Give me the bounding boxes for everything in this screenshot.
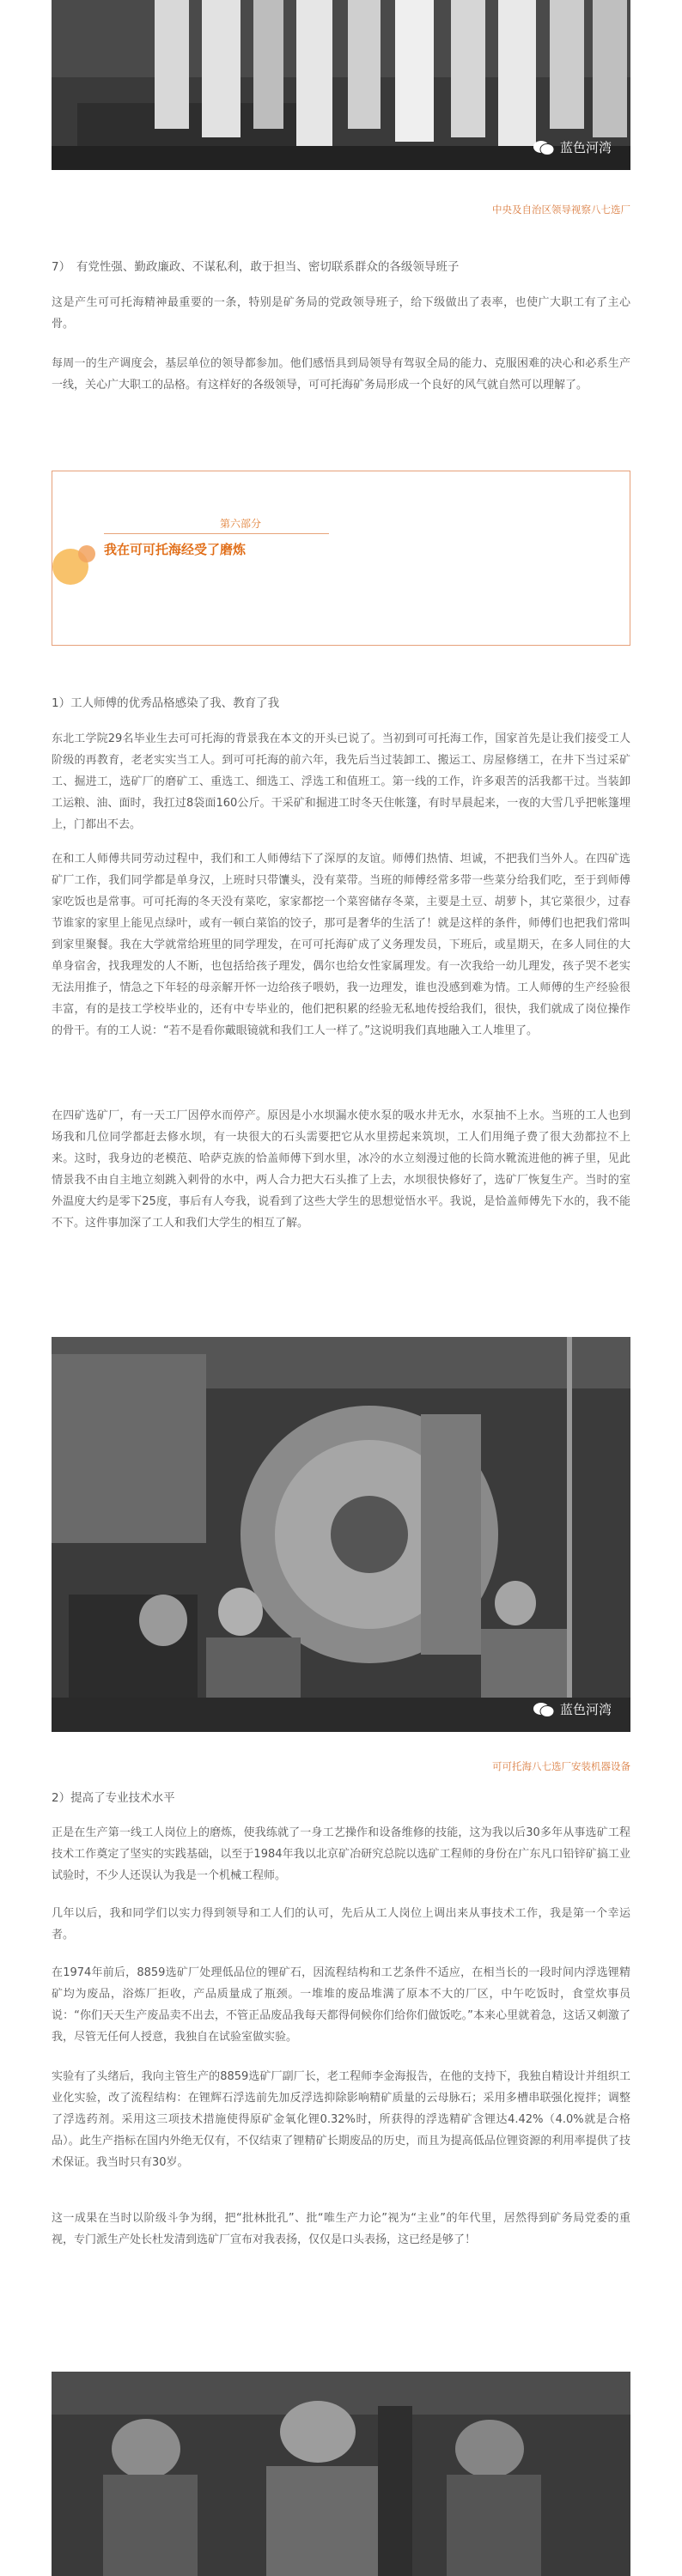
s1-heading: 1）工人师傅的优秀品格感染了我、教育了我 <box>52 696 280 710</box>
decorative-circle <box>78 545 95 562</box>
s1-paragraph: 在和工人师傅共同劳动过程中，我们和工人师傅结下了深厚的友谊。师傅们热情、坦诚，不把我们当外人。在四矿选矿厂工作，我们同学都是单身汉，上班时只带馕头，没有菜带。当班的师傅经常多带一些菜分给我们吃，至于到师傅家吃饭也是常事。可可托海的冬天没有菜吃，家家都挖一个菜窖储存冬菜，主要是土豆、胡萝卜，其它菜很少，过春节谁家的家里上能见点绿叶，或有一顿白菜馅的饺子，那可是奢华的生活了！就是这样的条件，师傅们也把我们常叫到家里聚餐。我在大学就常给班里的同学理发，在可可托海矿成了义务理发员，下班后，或星期天，在多人同住的大单身宿舍，找我理发的人不断，也包括给孩子理发，偶尔也给女性家属理发。有一次我给一幼儿理发，孩子哭不老实无法用推子，情急之下年轻的母亲解开怀一边给孩子喂奶，我一边理发，谁也没感到难为情。工人师傅的生产经验很丰富，有的是技工学校毕业的，还有中专毕业的，他们把积累的经验无私地传授给我们，很快，我们就成了岗位操作的骨干。有的工人说：“若不是看你戴眼镜就和我们工人一样了。”这说明我们真地融入工人堆里了。 <box>52 853 630 1037</box>
s2-heading: 2）提高了专业技术水平 <box>52 1791 175 1805</box>
item7-paragraph: 每周一的生产调度会，基层单位的领导都参加。他们感悟具到局领导有驾驭全局的能力、克服困难的决心和必系生产一线，关心广大职工的品格。有这样好的各级领导，可可托海矿务局形成一个良好的风气就自然可以理解了。 <box>52 357 630 392</box>
photo-installation-image <box>52 1337 630 1732</box>
item7-paragraph: 这是产生可可托海精神最重要的一条，特别是矿务局的党政领导班子，给下级做出了表率，也使广大职工有了主心骨。 <box>52 296 630 331</box>
s2-paragraph: 正是在生产第一线工人岗位上的磨炼，使我练就了一身工艺操作和设备维修的技能，这为我以后30多年从事选矿工程技术工作奠定了坚实的实践基础，以至于1984年我以北京矿冶研究总院以选矿工程师的身份在广东凡口铅锌矿搞工业试验时，不少人还误认为我是一个机械工程师。 <box>52 1826 630 1882</box>
watermark-text: 蓝色河湾 <box>559 1702 612 1717</box>
wechat-icon <box>533 139 555 156</box>
watermark-text: 蓝色河湾 <box>559 140 612 155</box>
item7-heading: 7） 有党性强、勤政廉政、不谋私利，敢于担当、密切联系群众的各级领导班子 <box>52 260 460 274</box>
wechat-icon <box>533 1701 555 1718</box>
photo-workers <box>52 2372 630 2576</box>
watermark <box>533 1700 612 1718</box>
s2-paragraph: 这一成果在当时以阶级斗争为纲，把“批林批孔”、批“唯生产力论”视为“主业”的年代里，居然得到矿务局党委的重视，专门派生产处长杜发清到选矿厂宣布对我表扬，仅仅是口头表扬，这已经是够了！ <box>52 2212 630 2246</box>
photo-inspection <box>52 0 630 170</box>
watermark <box>533 138 612 156</box>
photo-caption: 中央及自治区领导视察八七选厂 <box>492 204 630 216</box>
s2-paragraph: 在1974年前后，8859选矿厂处理低品位的锂矿石，因流程结构和工艺条件不适应，在相当长的一段时间内浮选锂精矿均为废品，浴炼厂拒收，产品质量成了瓶颈。一堆堆的废品堆满了原本不大的厂区，中午吃饭时，食堂炊事员说：“你们天天生产废品卖不出去，不管正品废品我每天都得伺候你们给你们做饭吃。”本来心里就着急，这话又刺激了我，尽管无任何人授意，我独自在试验室做实验。 <box>52 1966 630 2044</box>
photo-workers-image <box>52 2372 630 2576</box>
s1-paragraph: 东北工学院29名毕业生去可可托海的背景我在本文的开头已说了。当初到可可托海工作，国家首先是让我们接受工人阶级的再教育，老老实实当工人。到可可托海的前六年，我先后当过装卸工、搬运工、房屋修缮工，在井下当过采矿工、掘进工，选矿厂的磨矿工、重选工、细选工、浮选工和值班工。第一线的工作，许多艰苦的活我都干过。当装卸工运粮、油、面时，我扛过8袋面160公斤。干采矿和掘进工时冬天住帐篷，有时早晨起来，一夜的大雪几乎把帐篷埋上，门都出不去。 <box>52 732 630 831</box>
s2-paragraph: 几年以后，我和同学们以实力得到领导和工人们的认可，先后从工人岗位上调出来从事技术工作，我是第一个幸运者。 <box>52 1907 630 1941</box>
s1-paragraph: 在四矿选矿厂，有一天工厂因停水而停产。原因是小水坝漏水使水泵的吸水井无水，水泵抽不上水。当班的工人也到场我和几位同学都赶去修水坝，有一块很大的石头需要把它从水里捞起来筑坝，工人们用绳子费了很大劲都拉不上来。这时，我身边的老模范、哈萨克族的恰盖师傅下到水里，冰冷的水立刻漫过他的长筒水靴流进他的裤子里，见此情景我不由自主地立刻跳入剌骨的水中，两人合力把大石头推了上去，水坝很快修好了，选矿厂恢复生产。当时的室外温度大约是零下25度，事后有人夸我，说看到了这些大学生的思想觉悟水平。我说，是恰盖师傅先下水的，我不能不下。这件事加深了工人和我们大学生的相互了解。 <box>52 1109 630 1230</box>
section-header-box <box>52 471 630 646</box>
section-divider <box>104 533 329 534</box>
s2-paragraph: 实验有了头绪后，我向主管生产的8859选矿厂副厂长，老工程师李金海报告，在他的支持下，我独自精设计并组织工业化实验，改了流程结构：在锂辉石浮选前先加反浮选抑除影响精矿质量的云母脉石；采用多槽串联强化搅拌；调整了浮选药剂。采用这三项技术措施使得原矿金氧化锂0.32%时，所获得的浮选精矿含锂达4.42%（4.0%就是合格品）。此生产指标在国内外绝无仅有，不仅结束了锂精矿长期废品的历史，而且为提高低品位锂资源的利用率提供了技术保证。我当时只有30岁。 <box>52 2070 630 2169</box>
photo-installation <box>52 1337 630 1732</box>
section-title: 我在可可托海经受了磨炼 <box>104 542 247 557</box>
photo-caption: 可可托海八七选厂安装机器设备 <box>492 1760 630 1772</box>
section-part-label: 第六部分 <box>220 518 262 530</box>
